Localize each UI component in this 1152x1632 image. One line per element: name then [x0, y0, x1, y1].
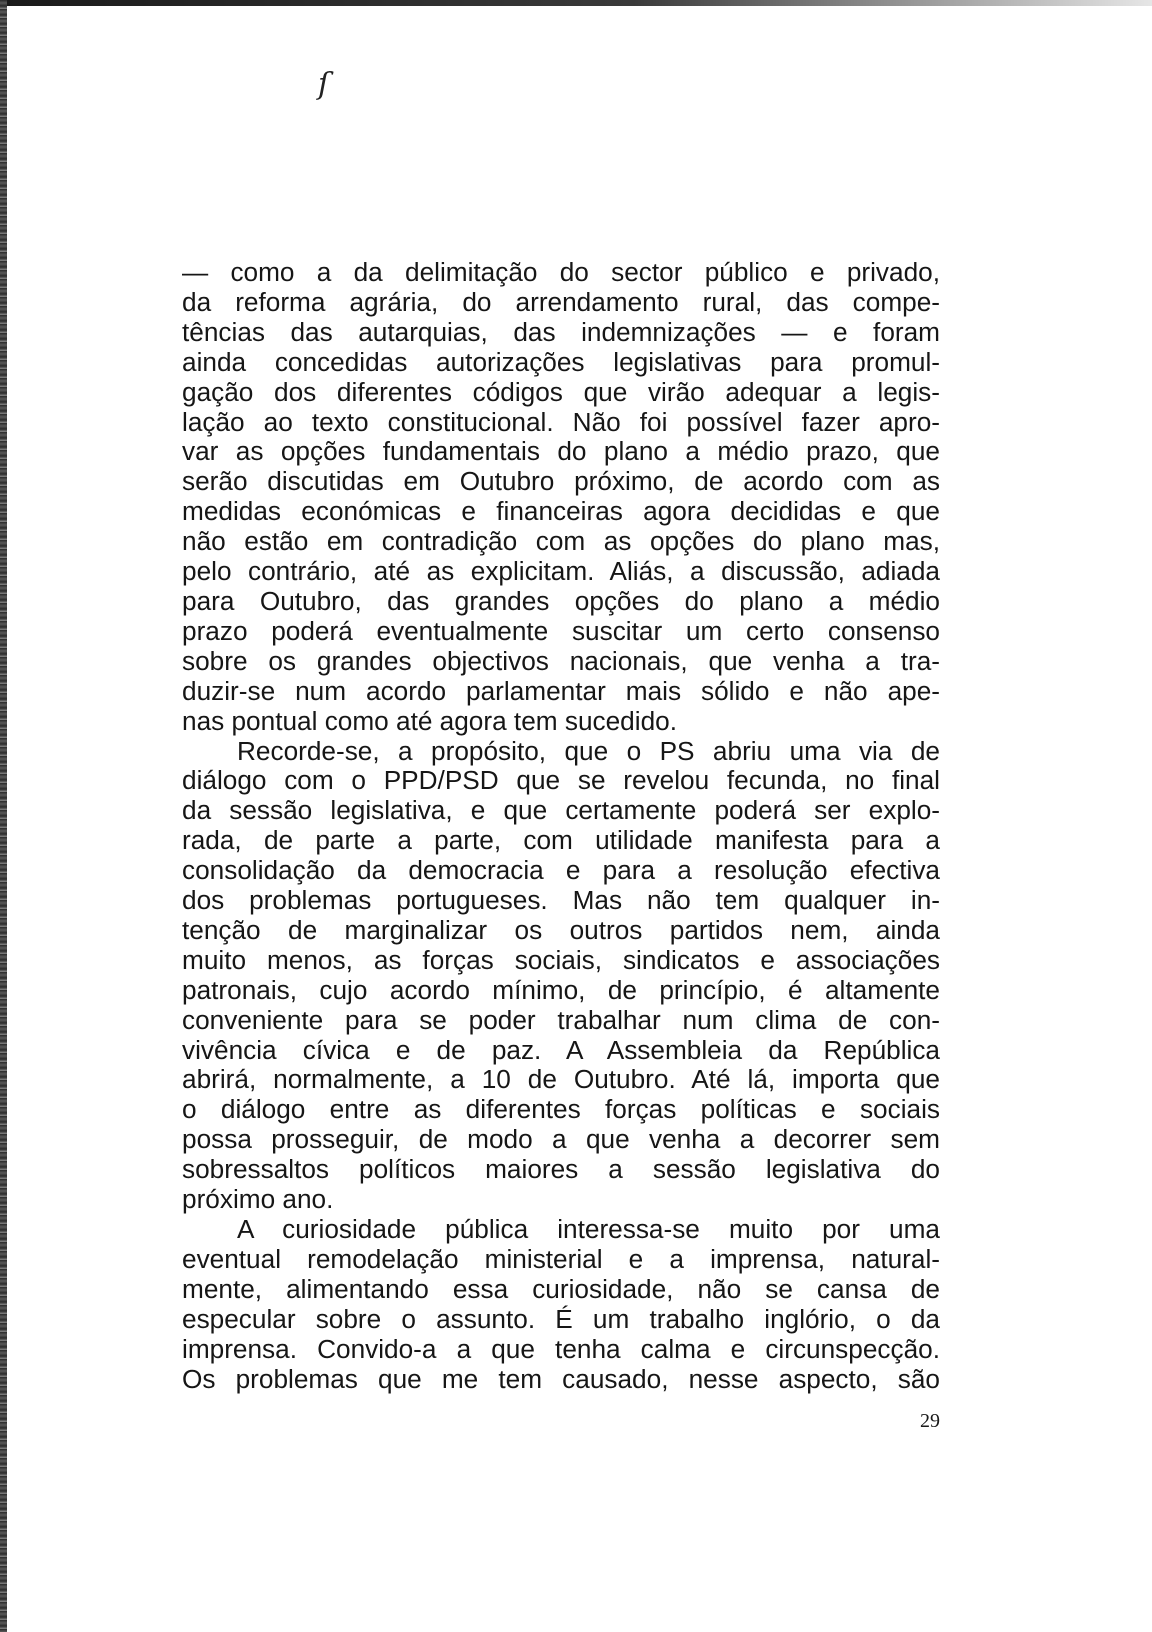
text-line: especular sobre o assunto. É um trabalho inglório, o da — [182, 1303, 940, 1334]
text-line: serão discutidas em Outubro próximo, de acordo com as — [182, 466, 940, 497]
text-line: muito menos, as forças sociais, sindicatos e associações — [182, 944, 940, 975]
text-line: Os problemas que me tem causado, nesse aspecto, são — [182, 1363, 940, 1394]
text-line: eventual remodelação ministerial e a imprensa, natural- — [182, 1243, 940, 1274]
text-line: prazo poderá eventualmente suscitar um certo consenso — [182, 615, 940, 646]
paragraph-curiosidade — [182, 1215, 940, 1394]
text-line: da reforma agrária, do arrendamento rural, das compe- — [182, 286, 940, 317]
text-line: o diálogo entre as diferentes forças políticas e sociais — [182, 1094, 940, 1125]
text-line: conveniente para se poder trabalhar num clima de con- — [182, 1004, 940, 1035]
text-line: consolidação da democracia e para a resolução efectiva — [182, 855, 940, 886]
text-line: lação ao texto constitucional. Não foi possível fazer apro- — [182, 406, 940, 437]
scan-edge-left — [0, 0, 7, 1632]
text-line: ainda concedidas autorizações legislativas para promul- — [182, 346, 940, 377]
text-line: abrirá, normalmente, a 10 de Outubro. Até lá, importa que — [182, 1064, 940, 1095]
text-line: tências das autarquias, das indemnizações — e foram — [182, 316, 940, 347]
text-line: — como a da delimitação do sector público e privado, — [182, 257, 940, 287]
text-line: tenção de marginalizar os outros partidos nem, ainda — [182, 914, 940, 945]
scan-edge-top — [0, 0, 1152, 6]
text-line: pelo contrário, até as explicitam. Aliás, a discussão, adiada — [182, 556, 940, 587]
text-line: Recorde-se, a propósito, que o PS abriu uma via de — [237, 735, 940, 766]
text-line: próximo ano. — [182, 1184, 334, 1215]
text-line: sobre os grandes objectivos nacionais, que venha a tra- — [182, 645, 940, 676]
body-text — [182, 258, 940, 1394]
text-line: vivência cívica e de paz. A Assembleia da República — [182, 1034, 940, 1065]
text-line: var as opções fundamentais do plano a médio prazo, que — [182, 436, 940, 467]
text-line: mente, alimentando essa curiosidade, não se cansa de — [182, 1273, 940, 1304]
text-line: medidas económicas e financeiras agora decididas e que — [182, 496, 940, 527]
text-line: dos problemas portugueses. Mas não tem qualquer in- — [182, 885, 940, 916]
text-line: diálogo com o PPD/PSD que se revelou fecunda, no final — [182, 765, 940, 796]
text-line: sobressaltos políticos maiores a sessão legislativa do — [182, 1154, 940, 1185]
pen-mark-icon: ſ — [318, 67, 330, 102]
text-line: imprensa. Convido-a a que tenha calma e circunspecção. — [182, 1333, 940, 1364]
text-line: da sessão legislativa, e que certamente poderá ser explo- — [182, 795, 940, 826]
text-line: nas pontual como até agora tem sucedido. — [182, 705, 677, 736]
text-line: rada, de parte a parte, com utilidade manifesta para a — [182, 825, 940, 856]
text-line: A curiosidade pública interessa-se muito por uma — [237, 1214, 940, 1244]
text-line: gação dos diferentes códigos que virão adequar a legis- — [182, 376, 940, 407]
page-number: 29 — [920, 1410, 940, 1432]
paragraph-continuation — [182, 258, 940, 737]
text-line: para Outubro, das grandes opções do plano a médio — [182, 585, 940, 616]
text-line: possa prosseguir, de modo a que venha a decorrer sem — [182, 1124, 940, 1155]
paragraph-recorde-se — [182, 737, 940, 1216]
text-line: patronais, cujo acordo mínimo, de princípio, é altamente — [182, 974, 940, 1005]
text-line: duzir-se num acordo parlamentar mais sólido e não ape- — [182, 675, 940, 706]
text-line: não estão em contradição com as opções do plano mas, — [182, 526, 940, 557]
